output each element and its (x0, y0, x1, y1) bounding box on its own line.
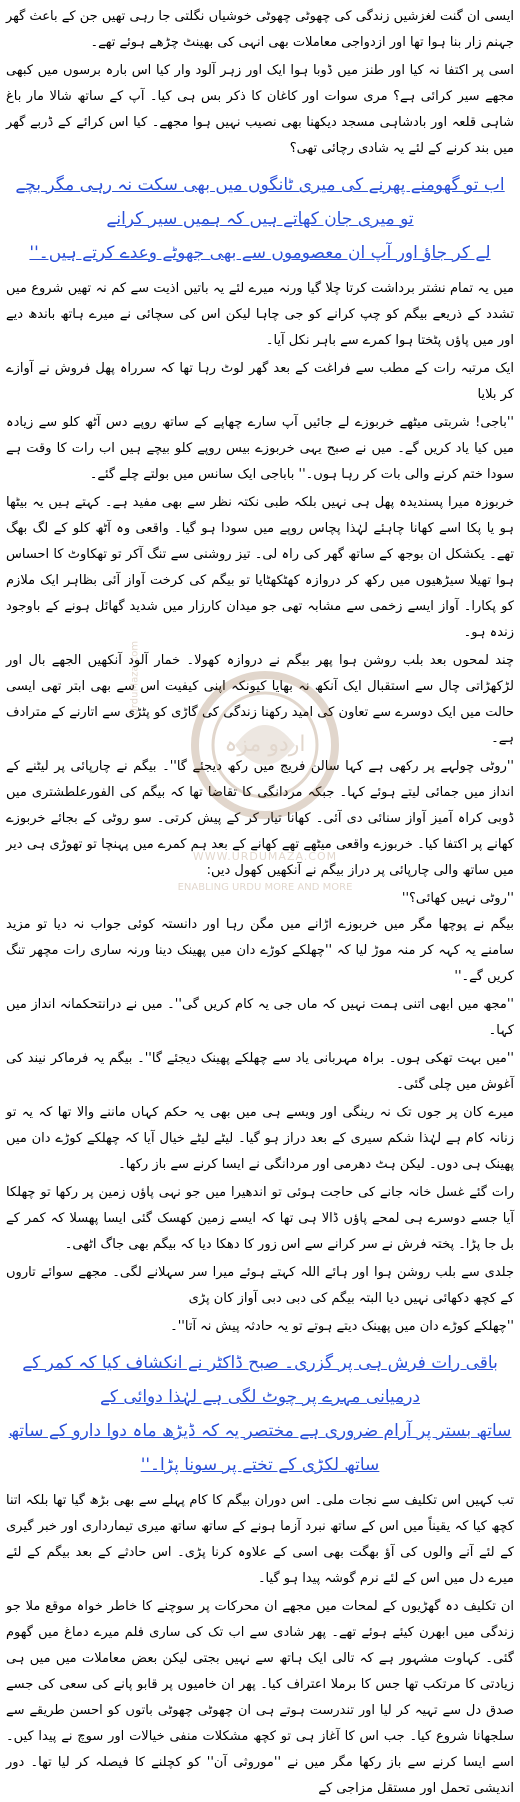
article-paragraph: میرے کان پر جوں تک نہ رینگی اور ویسے ہی میں بھی یہ حکم کہاں ماننے والا تھا کہ یہ تو زنانہ کام ہے لہٰذا شکم سیری کے بعد دراز ہو گیا۔ لیٹے لیٹے خیال آیا کہ چھلکے کوڑے دان میں پھینک ہی دوں۔ لیکن ہٹ دھرمی اور مردانگی نے ایسا کرنے سے باز رکھا۔ (6, 1105, 514, 1172)
dialogue-line: ''میں بہت تھکی ہوں۔ براہ مہربانی یاد سے چھلکے پھینک دیجئے گا''۔ بیگم یہ فرماکر نیند کی آغوش میں چلی گئی۔ (6, 1051, 514, 1092)
highlight-line: باقی رات فرش ہی پر گزری۔ صبح ڈاکٹر نے انکشاف کیا کہ کمر کے درمیانی مہرے پر چوٹ لگی ہے لہٰذا دوائی کے (22, 1353, 498, 1407)
watermark-side-text: UrduMaza.com (129, 640, 141, 716)
article-paragraph: تب کہیں اس تکلیف سے نجات ملی۔ اس دوران بیگم کا کام پہلے سے بھی بڑھ گیا تھا بلکہ اتنا کچھ کیا کہ یقیناً میں اس کے ساتھ نبرد آزما ہونے کے ساتھ ساتھ میری تیمارداری اور خبر گیری کے لئے آنے والوں کی آؤ بھگت بھی اسی کے علاوہ کرنا پڑی۔ اس حادثے کے بعد بیگم کے لئے میرے دل میں اس کے لئے نرم گوشہ پیدا ہو گیا۔ (6, 1493, 514, 1586)
watermark-logo-text: اردو مزہ (224, 732, 306, 757)
article-paragraph: جلدی سے بلب روشن ہوا اور ہائے اللہ کہتے ہوئے میرا سر سہلانے لگی۔ مجھے سوائے تاروں کے کچھ دکھائی نہیں دیا البتہ بیگم کی دبی دبی آواز کان پڑی (6, 1265, 514, 1306)
article-paragraph: ''باجی! شربتی میٹھے خربوزے لے جائیں آپ سارے چھاپے کے ساتھ روپے دس آٹھ کلو سے زیادہ میں کیا یاد کریں گے۔ میں نے صبح یہی خربوزے بیس روپے کلو بیچے ہیں اب رات کا وقت ہے سودا ختم کرنے والی بات کر رہا ہوں۔'' باباجی ایک سانس میں بولتے چلے گئے۔ (6, 415, 514, 482)
highlight-line: اب تو گھومنے پھرنے کی میری ٹانگوں میں بھی سکت نہ رہی مگر بچے تو میری جان کھاتے ہیں کہ ہمیں سیر کرانے (15, 175, 505, 229)
article-paragraph: ایک مرتبہ رات کے مطب سے فراغت کے بعد گھر لوٹ رہا تھا کہ سرراہ پھل فروش نے آوازے کر بلایا (6, 361, 514, 402)
article-paragraph: چند لمحوں بعد بلب روشن ہوا پھر بیگم نے دروازہ کھولا۔ خمار آلود آنکھیں الجھے بال اور لڑکھڑاتی چال سے استقبال ایک آنکھ نہ بھایا کیونکہ اپنی کیفیت اس سے بھی ابتر تھی ایسی حالت میں ایک دوسرے سے تعاون کی امید رکھنا زندگی کی گاڑی کو پٹڑی سے اتارنے کے مترادف ہے۔ (6, 653, 514, 746)
article-paragraph: خربوزہ میرا پسندیدہ پھل ہی نہیں بلکہ طبی نکتہ نظر سے بھی مفید ہے۔ کہتے ہیں یہ بیٹھا ہو یا پکا اسے کھانا چاہئے لہٰذا پچاس روپے میں سودا ہو گیا۔ واقعی وہ آٹھ کلو کے لگ بھگ تھے۔ یکشکل ان بوجھ کے ساتھ گھر کی راہ لی۔ تیز روشنی سے تنگ آکر تو تھکاوٹ کا احساس ہوا تھیلا سیڑھیوں میں رکھ کر دروازہ کھٹکھٹایا تو بیگم کی کرخت آواز آئی بظاہر ایک ملازم کو پکارا۔ آواز ایسے زخمی سے مشابہ تھی جو میدان کارزار میں شدید گھائل ہونے کے باوجود زندہ ہو۔ (6, 495, 514, 640)
article-paragraph: میں یہ تمام نشتر برداشت کرتا چلا گیا ورنہ میرے لئے یہ باتیں اذیت سے کم نہ تھیں شروع میں تشدد کے ذریعے بیگم کو چپ کرانے کو جی چاہا لیکن اس کی سچائی نے میرے ہاتھ باندھ دیے اور میں پاؤں پٹختا ہوا کمرے سے باہر نکل آیا۔ (6, 281, 514, 348)
highlighted-quote (6, 1346, 514, 1482)
article-paragraph: رات گئے غسل خانہ جانے کی حاجت ہوئی تو اندھیرا میں جو نہی پاؤں زمین پر رکھا تو چھلکا آیا جسے دوسرے ہی لمحے پاؤں ڈالا ہی تھا کہ ایسے زمین کھسک گئی ایسا پھسلا کہ کمر کے بل جا پڑا۔ پختہ فرش نے سر کرانے سے اس زور کا دھکا دیا کہ بیگم بھی جاگ اٹھی۔ (6, 1185, 514, 1252)
highlight-line: ساتھ بستر پر آرام ضروری ہے مختصر یہ کہ ڈیڑھ ماہ دوا دارو کے ساتھ ساتھ لکڑی کے تختے پر سونا پڑا۔'' (8, 1421, 512, 1475)
article-paragraph: ایسی ان گنت لغزشیں زندگی کی چھوٹی چھوٹی خوشیاں نگلتی جا رہی تھیں جن کے باعث گھر جہنم زار بنا ہوا تھا اور ازدواجی معاملات بھی انہی کی بھینٹ چڑھے ہوئے تھے۔ (6, 9, 514, 50)
article-paragraph: اسی پر اکتفا نہ کیا اور طنز میں ڈوبا ہوا ایک اور زہر آلود وار کیا اس بارہ برسوں میں کبھی مجھے سیر کرائی ہے؟ مری سوات اور کاغان کا ذکر بس ہی کیا۔ آپ کے ساتھ شالا مار باغ شاہی قلعہ اور بادشاہی مسجد دیکھنا بھی نصیب نہیں ہوا مجھے۔ کیا اس کرائے کے ڈربے گھر میں بند کرنے کے لئے یہ شادی رچائی تھی؟ (6, 63, 514, 156)
watermark-tagline: ENABLING URDU MORE AND MORE (177, 882, 353, 893)
article-paragraph: ان تکلیف دہ گھڑیوں کے لمحات میں مجھے ان محرکات پر سوچنے کا خاطر خواہ موقع ملا جو زندگی میں ابھرن کیئے ہوئے تھے۔ پھر شادی سے اب تک کی ساری فلم میرے دماغ میں گھوم گئی۔ کہاوت مشہور ہے کہ تالی ایک ہاتھ سے نہیں بجتی لیکن بعض معاملات میں میں ہی زیادتی کا مرتکب تھا جس کا برملا اعتراف کیا۔ پھر ان خامیوں پر قابو پانے کی سعی کی جسے صدق دل سے تہیہ کر لیا اور تندرست ہوتے ہی ان چھوٹی چھوٹی باتوں کو احسن طریقے سے سلجھانا شروع کیا۔ جب اس کا آغاز ہی تو کچھ مشکلات منفی خیالات اور سوچ نے پیدا کیں۔ اسے ایسا کرنے سے باز رکھا مگر میں نے ''موروثی آن'' کو کچلنے کا فیصلہ کر لیا تھا۔ دور اندیشی تحمل اور مستقل مزاجی کے (6, 1599, 514, 1796)
watermark-url: WWW.URDUMAZA.COM (192, 850, 338, 863)
article-paragraph: بیگم نے پوچھا مگر میں خربوزے اڑانے میں مگن رہا اور دانستہ کوئی جواب نہ دیا تو مزید سامنے یہ کہہ کر منہ موڑ لیا کہ ''چھلکے کوڑے دان میں پھینک دینا ورنہ ساری رات مچھر تنگ کریں گے۔'' (6, 917, 514, 984)
highlight-line: لے کر جاؤ اور آپ ان معصوموں سے بھی جھوٹے وعدے کرتے ہیں۔'' (29, 243, 491, 263)
dialogue-line: ''مجھ میں ابھی اتنی ہمت نہیں کہ ماں جی یہ کام کریں گی''۔ میں نے درانتحکمانہ انداز میں کہا۔ (6, 997, 514, 1038)
article-paragraph: ''روٹی چولہے پر رکھی ہے کہا سالن فریج میں رکھ دیجئے گا''۔ بیگم نے چارپائی پر لیٹنے کے انداز میں جمائی لیتے ہوئے کہا۔ جبکہ مردانگی کا تقاضا تھا کہ بیگم کی الفورعلطشتری میں ڈوبی کراہ آمیز آواز سنائی دی آئی۔ کھانا تیار کر کے پیش کرتی۔ سو روٹی کے بجائے خربوزے کھانے پر اکتفا کیا۔ خربوزے واقعی میٹھے تھے کھانے کے بعد ہم کمرے میں پہنچا تو تھوڑی ہی دیر میں ساتھ والی چارپائی پر دراز بیگم نے آنکھیں کھول دیں: (6, 759, 514, 878)
dialogue-line: ''چھلکے کوڑے دان میں پھینک دیتے ہوتے تو یہ حادثہ پیش نہ آتا''۔ (170, 1319, 514, 1334)
highlighted-quote (6, 168, 514, 270)
dialogue-line: ''روٹی نہیں کھائی؟'' (401, 891, 514, 906)
